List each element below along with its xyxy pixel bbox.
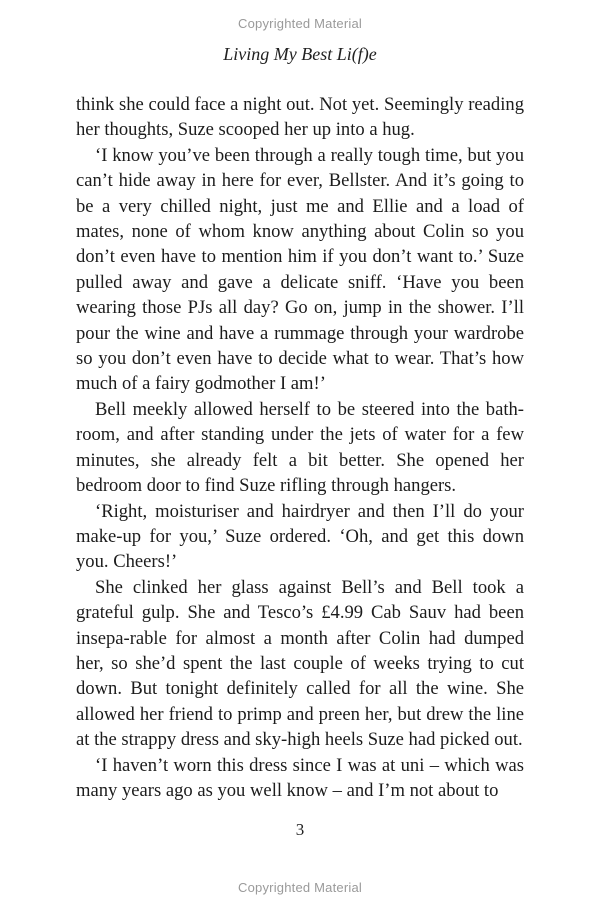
copyright-watermark-top: Copyrighted Material <box>238 16 362 31</box>
running-head-title: Living My Best Li(f)e <box>223 44 377 64</box>
paragraph-6: ‘I haven’t worn this dress since I was at uni – which was many years ago as you well know – and I’m not about to <box>76 754 524 801</box>
paragraph-2: ‘I know you’ve been through a really tough time, but you can’t hide away in here for ever, Bellster. And it’s going to be a very chilled night, just me and Ellie and a load of mates, none of whom know anything about Colin so you don’t even have to mention him if you don’t want to.’ Suze pulled away and gave a delicate sniff. ‘Have you been wearing those PJs all day? Go on, jump in the shower. I’ll pour the wine and have a rummage through your wardrobe so you don’t even have to decide what to wear. That’s how much of a fairy godmother I am!’ <box>76 144 524 395</box>
paragraph-4: ‘Right, moisturiser and hairdryer and then I’ll do your make-up for you,’ Suze ordered. ‘Oh, and get this down you. Cheers!’ <box>76 500 524 573</box>
paragraph-1: think she could face a night out. Not yet. Seemingly reading her thoughts, Suze scooped her up into a hug. <box>76 94 524 141</box>
paragraph-5: She clinked her glass against Bell’s and Bell took a grateful gulp. She and Tesco’s £4.99 Cab Sauv had been insepa-rable for almost a month after Colin had dumped her, so she’d spent the last couple of weeks trying to cut down. But tonight definitely called for all the wine. She allowed her friend to primp and preen her, but drew the line at the strappy dress and sky-high heels Suze had picked out. <box>76 576 524 751</box>
copyright-watermark-bottom: Copyrighted Material <box>238 880 362 895</box>
body-text <box>76 92 524 803</box>
paragraph-3: Bell meekly allowed herself to be steered into the bath-room, and after standing under the jets of water for a few minutes, she already felt a bit better. She opened her bedroom door to find Suze rifling through hangers. <box>76 398 524 497</box>
page-number: 3 <box>295 820 305 839</box>
